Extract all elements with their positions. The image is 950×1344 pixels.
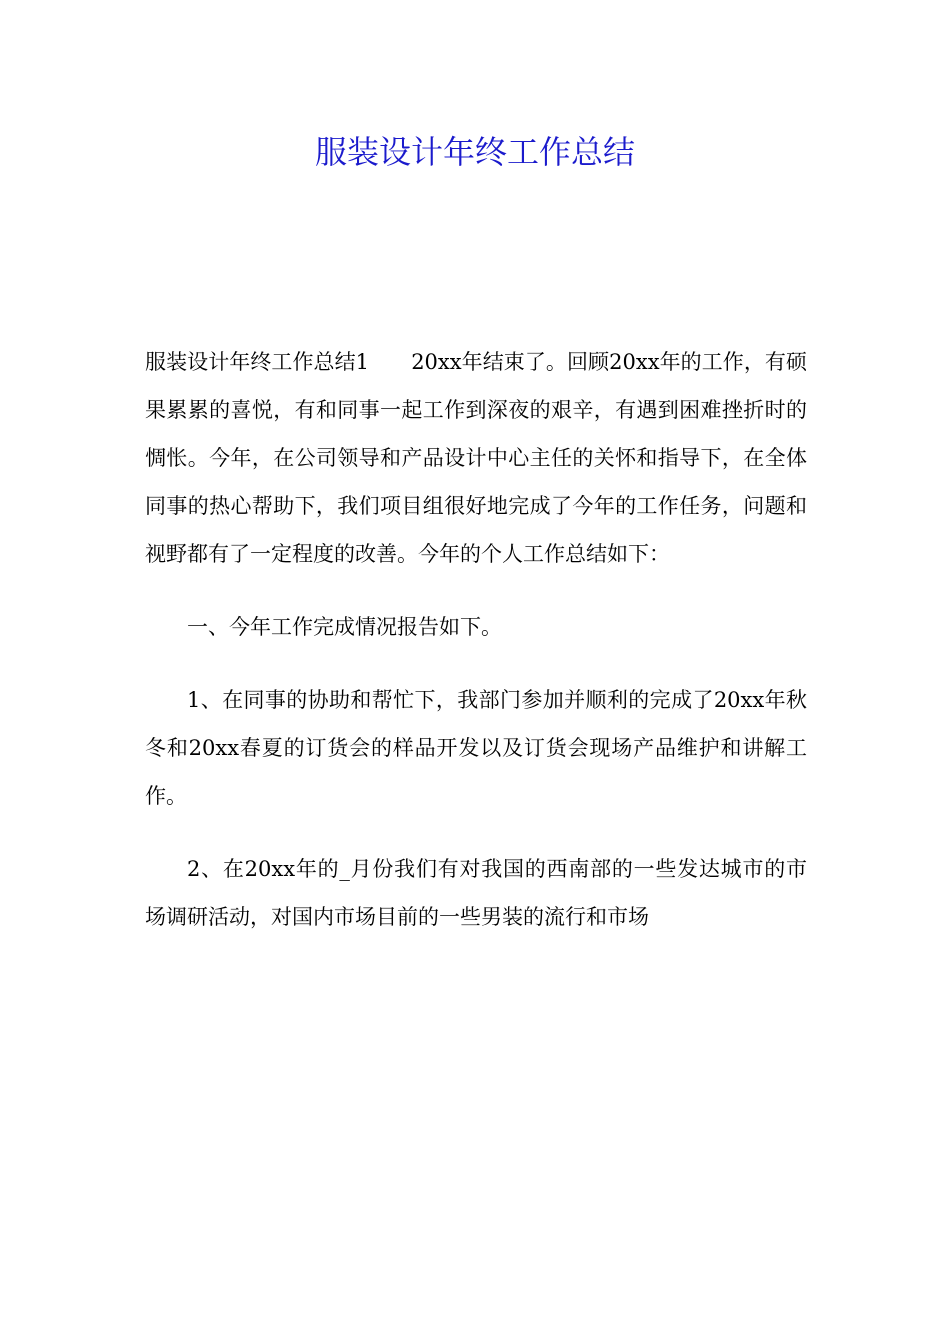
paragraph-item-1: 1、在同事的协助和帮忙下，我部门参加并顺利的完成了20xx年秋冬和20xx春夏的订货会的样品开发以及订货会现场产品维护和讲解工作。	[145, 688, 807, 808]
paragraph-section-heading: 一、今年工作完成情况报告如下。	[187, 615, 502, 639]
paragraph-item-2: 2、在20xx年的_月份我们有对我国的西南部的一些发达城市的市场调研活动，对国内市场目前的一些男装的流行和市场	[145, 857, 807, 929]
paragraph-intro: 服装设计年终工作总结1 20xx年结束了。回顾20xx年的工作，有硕果累累的喜悦，有和同事一起工作到深夜的艰辛，有遇到困难挫折时的惆怅。今年，在公司领导和产品设计中心主任的关怀和指导下，在全体同事的热心帮助下，我们项目组很好地完成了今年的工作任务，问题和视野都有了一定程度的改善。今年的个人工作总结如下：	[145, 350, 807, 566]
document-body	[145, 338, 807, 966]
document-title: 服装设计年终工作总结	[314, 133, 635, 171]
